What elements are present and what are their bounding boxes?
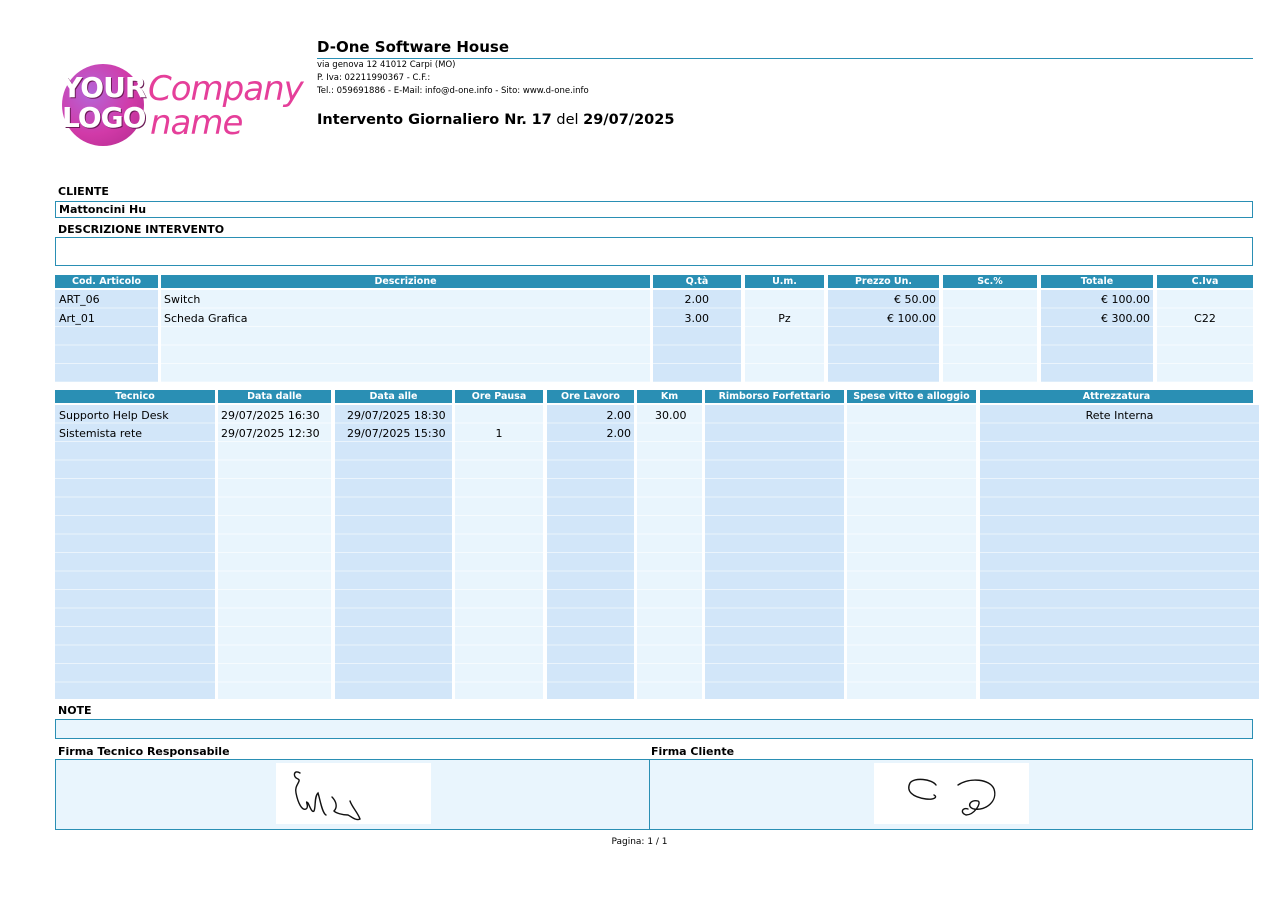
tech-pause: 1 <box>495 427 503 440</box>
logo-text-logo: LOGO <box>62 101 146 134</box>
tech-col-equipment <box>980 405 1259 699</box>
tech-header-km: Km <box>637 390 702 403</box>
articles-header-price: Prezzo Un. <box>828 275 939 288</box>
articles-header-code: Cod. Articolo <box>55 275 158 288</box>
tech-header-technician: Tecnico <box>55 390 215 403</box>
tech-work: 2.00 <box>606 427 631 440</box>
client-signature-image <box>874 763 1029 824</box>
tech-col-refund <box>705 405 844 699</box>
tech-col-km <box>637 405 702 699</box>
note-label: NOTE <box>58 704 92 717</box>
tech-col-work <box>547 405 634 699</box>
tech-to: 29/07/2025 15:30 <box>347 427 446 440</box>
tech-col-expenses <box>847 405 976 699</box>
articles-header-um: U.m. <box>745 275 824 288</box>
article-description: Scheda Grafica <box>164 312 248 325</box>
tech-col-technician <box>55 405 215 699</box>
client-signature-box <box>649 759 1253 830</box>
articles-header-total: Totale <box>1041 275 1153 288</box>
tech-signature-box <box>55 759 650 830</box>
client-field <box>55 201 1253 218</box>
client-label: CLIENTE <box>58 185 109 198</box>
logo-text-name: name <box>150 103 243 143</box>
header-divider <box>317 58 1253 59</box>
tech-header-work: Ore Lavoro <box>547 390 634 403</box>
articles-header-discount: Sc.% <box>943 275 1037 288</box>
tech-signature-label: Firma Tecnico Responsabile <box>58 745 230 758</box>
client-signature-label: Firma Cliente <box>651 745 735 758</box>
description-field <box>55 237 1253 266</box>
tech-signature-icon <box>276 763 431 824</box>
tech-header-refund: Rimborso Forfettario <box>705 390 844 403</box>
document-title-prefix: Intervento Giornaliero Nr. <box>317 112 527 128</box>
company-name: D-One Software House <box>317 38 509 56</box>
tech-km: 30.00 <box>655 409 687 422</box>
tech-work: 2.00 <box>606 409 631 422</box>
article-total: € 300.00 <box>1101 312 1150 325</box>
tech-header-expenses: Spese vitto e alloggio <box>847 390 976 403</box>
tech-equipment: Rete Interna <box>1085 409 1154 422</box>
tech-header-from: Data dalle <box>218 390 331 403</box>
article-price: € 50.00 <box>894 293 936 306</box>
client-signature-icon <box>874 763 1029 824</box>
article-description: Switch <box>164 293 201 306</box>
tech-name: Supporto Help Desk <box>59 409 169 422</box>
description-label: DESCRIZIONE INTERVENTO <box>58 223 225 236</box>
tech-header-to: Data alle <box>335 390 452 403</box>
tech-col-to <box>335 405 452 699</box>
article-qty: 2.00 <box>684 293 709 306</box>
articles-header-description: Descrizione <box>161 275 650 288</box>
article-code: ART_06 <box>59 293 100 306</box>
articles-col-description <box>161 290 650 382</box>
article-qty: 3.00 <box>684 312 709 325</box>
company-address: via genova 12 41012 Carpi (MO) <box>317 60 456 70</box>
articles-col-discount <box>943 290 1037 382</box>
tech-to: 29/07/2025 18:30 <box>347 409 446 422</box>
logo-text-your: YOUR <box>62 71 146 104</box>
articles-col-um <box>745 290 824 382</box>
document-date: 29/07/2025 <box>583 112 675 128</box>
logo-text-company: Company <box>148 69 303 109</box>
company-vat: P. Iva: 02211990367 - C.F.: <box>317 73 431 83</box>
article-code: Art_01 <box>59 312 95 325</box>
article-total: € 100.00 <box>1101 293 1150 306</box>
tech-from: 29/07/2025 16:30 <box>221 409 320 422</box>
tech-signature-image <box>276 763 431 824</box>
tech-col-from <box>218 405 331 699</box>
note-field <box>55 719 1253 739</box>
articles-col-vat <box>1157 290 1253 382</box>
page-number: Pagina: 1 / 1 <box>611 837 668 847</box>
tech-name: Sistemista rete <box>59 427 143 440</box>
document-title <box>317 112 674 128</box>
tech-from: 29/07/2025 12:30 <box>221 427 320 440</box>
company-contacts: Tel.: 059691886 - E-Mail: info@d-one.info - Sito: www.d-one.info <box>317 86 589 96</box>
tech-header-pause: Ore Pausa <box>455 390 543 403</box>
document-del: del <box>556 112 579 128</box>
articles-header-vat: C.Iva <box>1157 275 1253 288</box>
article-um: Pz <box>778 312 791 325</box>
tech-col-pause <box>455 405 543 699</box>
client-value: Mattoncini Hu <box>59 203 147 216</box>
document-number: 17 <box>531 112 552 128</box>
company-logo <box>60 60 310 150</box>
tech-header-equipment: Attrezzatura <box>980 390 1253 403</box>
article-vat: C22 <box>1194 312 1216 325</box>
article-price: € 100.00 <box>887 312 936 325</box>
articles-header-qty: Q.tà <box>653 275 741 288</box>
